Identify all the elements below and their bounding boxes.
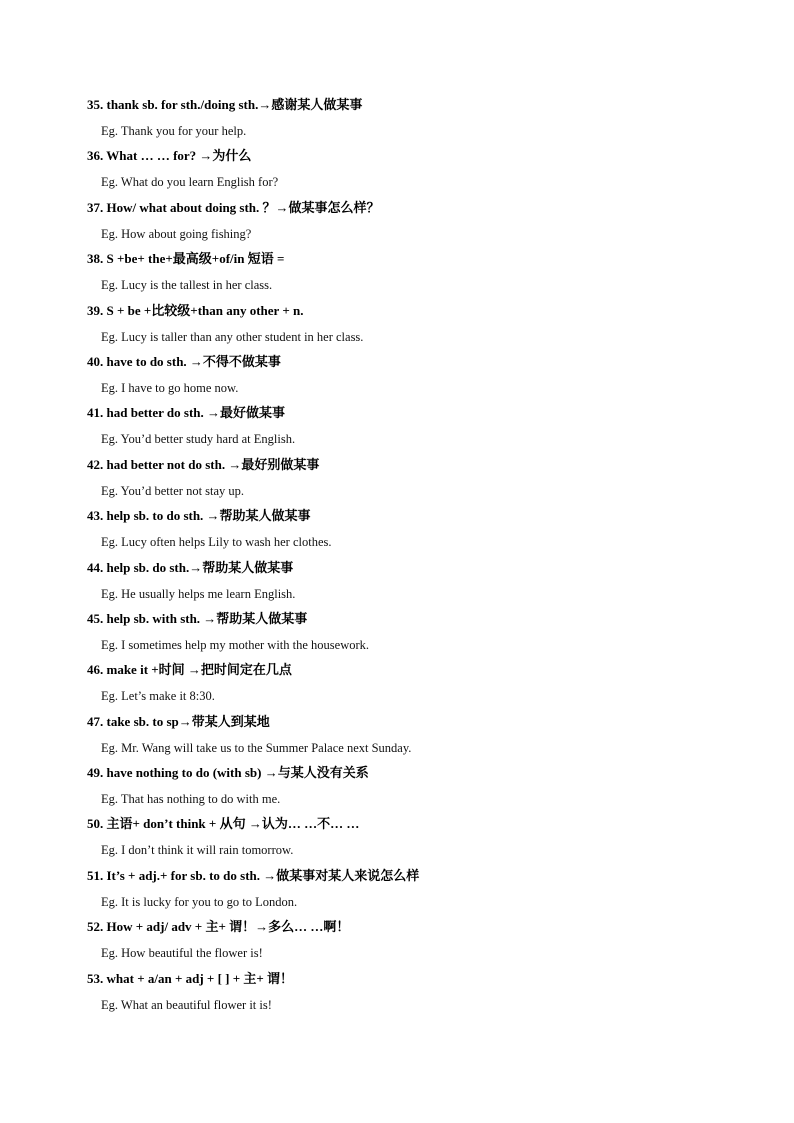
phrase-heading: 43. help sb. to do sth. →帮助某人做某事 [87, 508, 311, 524]
example-sentence: Eg. I don’t think it will rain tomorrow. [101, 843, 294, 858]
phrase-entry [0, 505, 794, 556]
example-sentence: Eg. Mr. Wang will take us to the Summer Palace next Sunday. [101, 740, 412, 755]
example-sentence: Eg. How about going fishing? [101, 226, 252, 241]
phrase-entry [0, 145, 794, 196]
phrase-entry [0, 300, 794, 351]
example-sentence: Eg. I have to go home now. [101, 380, 239, 395]
phrase-entry [0, 94, 794, 145]
example-sentence: Eg. Let’s make it 8:30. [101, 689, 215, 704]
phrase-entry [0, 762, 794, 813]
phrase-heading: 50. 主语+ don’t think + 从句 →认为… …不… … [87, 816, 360, 832]
example-sentence: Eg. What do you learn English for? [101, 175, 279, 190]
phrase-entry [0, 454, 794, 505]
phrase-entry [0, 197, 794, 248]
example-sentence: Eg. Lucy often helps Lily to wash her clothes. [101, 535, 332, 550]
example-sentence: Eg. Lucy is taller than any other student in her class. [101, 329, 364, 344]
phrase-heading: 39. S + be +比较级+than any other + n. [87, 302, 304, 318]
phrase-entry [0, 711, 794, 762]
phrase-heading: 46. make it +时间 →把时间定在几点 [87, 662, 292, 678]
phrase-entry [0, 659, 794, 710]
phrase-heading: 45. help sb. with sth. →帮助某人做某事 [87, 610, 308, 626]
phrase-entry [0, 248, 794, 299]
phrase-heading: 40. have to do sth. →不得不做某事 [87, 353, 281, 369]
phrase-entry [0, 813, 794, 864]
phrase-heading: 49. have nothing to do (with sb) →与某人没有关系 [87, 765, 369, 781]
phrase-heading: 37. How/ what about doing sth. ？→做某事怎么样？ [87, 199, 380, 215]
example-sentence: Eg. Lucy is the tallest in her class. [101, 278, 273, 293]
phrase-list [0, 94, 794, 1019]
phrase-heading: 42. had better not do sth. →最好别做某事 [87, 456, 320, 472]
phrase-heading: 52. How + adj/ adv + 主+ 谓！→多么… …啊！ [87, 919, 350, 935]
example-sentence: Eg. It is lucky for you to go to London. [101, 894, 298, 909]
phrase-heading: 35. thank sb. for sth./doing sth.→感谢某人做某事 [87, 97, 363, 112]
phrase-entry [0, 608, 794, 659]
phrase-heading: 44. help sb. do sth.→帮助某人做某事 [87, 559, 294, 575]
phrase-heading: 47. take sb. to sp→带某人到某地 [87, 713, 270, 729]
phrase-entry [0, 402, 794, 453]
phrase-heading: 51. It’s + adj.+ for sb. to do sth. →做某事对某人来说怎么样 [87, 867, 420, 883]
example-sentence: Eg. What an beautiful flower it is! [101, 997, 272, 1012]
phrase-entry [0, 351, 794, 402]
example-sentence: Eg. I sometimes help my mother with the housework. [101, 637, 370, 652]
phrase-heading: 36. What … … for? →为什么 [87, 148, 252, 164]
example-sentence: Eg. He usually helps me learn English. [101, 586, 296, 601]
phrase-heading: 38. S +be+ the+最高级+of/in 短语 = [87, 251, 285, 267]
phrase-heading: 53. what + a/an + adj + [ ] + 主+ 谓！ [87, 970, 294, 986]
phrase-entry [0, 968, 794, 1019]
example-sentence: Eg. Thank you for your help. [101, 124, 247, 138]
phrase-heading: 41. had better do sth. →最好做某事 [87, 405, 286, 421]
example-sentence: Eg. You’d better not stay up. [101, 483, 245, 498]
phrase-entry [0, 865, 794, 916]
phrase-entry [0, 916, 794, 967]
example-sentence: Eg. That has nothing to do with me. [101, 792, 281, 807]
example-sentence: Eg. You’d better study hard at English. [101, 432, 296, 447]
example-sentence: Eg. How beautiful the flower is! [101, 946, 263, 961]
phrase-entry [0, 557, 794, 608]
